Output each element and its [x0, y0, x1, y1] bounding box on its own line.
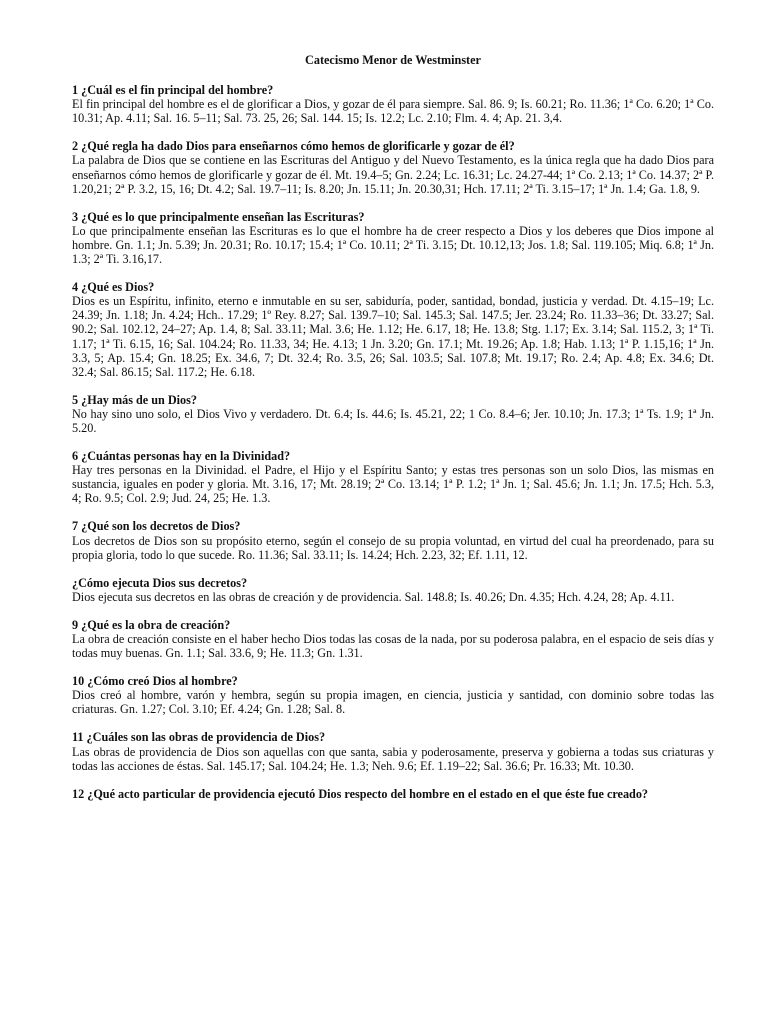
- qa-item-12: [72, 787, 714, 801]
- question-text: 9 ¿Qué es la obra de creación?: [72, 617, 231, 632]
- question-text: 3 ¿Qué es lo que principalmente enseñan las Escrituras?: [72, 209, 365, 224]
- qa-item-6: [72, 449, 714, 505]
- answer-text: Los decretos de Dios son su propósito eterno, según el consejo de su propia voluntad, en virtud del cual ha preordenado, para su propia gloria, todo lo que sucede. Ro. 11.36; Sal. 33.11; Is. 14.24; Hch. 2.23, 32; Ef. 1.11, 12.: [72, 533, 714, 562]
- qa-item-11: [72, 730, 714, 772]
- question-text: 10 ¿Cómo creó Dios al hombre?: [72, 674, 238, 689]
- qa-item-3: [72, 210, 714, 266]
- question-text: 2 ¿Qué regla ha dado Dios para enseñarnos cómo hemos de glorificarle y gozar de él?: [72, 139, 515, 154]
- question-text: 11 ¿Cuáles son las obras de providencia de Dios?: [72, 730, 326, 745]
- answer-text: La palabra de Dios que se contiene en las Escrituras del Antiguo y del Nuevo Testamento, es la única regla que ha dado Dios para enseñarnos cómo hemos de glorificarle y gozar de él. Mt. 19.4–5; Gn. 2.24; Lc. 16.31; Lc. 24.27-44; 1ª Co. 2.13; 1ª Co. 14.37; 2ª P. 1.20,21; 2ª P. 3.2, 15, 16; Dt. 4.2; Sal. 19.7–11; Is. 8.20; Jn. 15.11; Jn. 20.30,31; Hch. 17.11; 2ª Ti. 3.15–17; 1ª Jn. 1.4; Ga. 1.8, 9.: [72, 153, 714, 196]
- answer-text: Dios creó al hombre, varón y hembra, según su propia imagen, en ciencia, justicia y santidad, con dominio sobre todas las criaturas. Gn. 1.27; Col. 3.10; Ef. 4.24; Gn. 1.28; Sal. 8.: [72, 688, 714, 717]
- question-text: 12 ¿Qué acto particular de providencia ejecutó Dios respecto del hombre en el estado en el que éste fue creado?: [72, 786, 649, 801]
- qa-item-2: [72, 139, 714, 195]
- document-title: Catecismo Menor de Westminster: [305, 53, 481, 67]
- answer-text: No hay sino uno solo, el Dios Vivo y verdadero. Dt. 6.4; Is. 44.6; Is. 45.21, 22; 1 Co. 8.4–6; Jer. 10.10; Jn. 17.3; 1ª Ts. 1.9; 1ª Jn. 5.20.: [72, 406, 714, 435]
- qa-item-4: [72, 280, 714, 379]
- document-page: [72, 53, 714, 815]
- answer-text: Dios es un Espíritu, infinito, eterno e inmutable en su ser, sabiduría, poder, santidad, bondad, justicia y verdad. Dt. 4.15–19; Lc. 24.39; Jn. 1.18; Jn. 4.24; Hch.. 17.29; 1º Rey. 8.27; Sal. 139.7–10; Sal. 145.3; Sal. 147.5; Jer. 23.24; Ro. 11.33–36; Dt. 33.27; Sal. 90.2; Sal. 102.12, 24–27; Ap. 1.4, 8; Sal. 33.11; Mal. 3.6; He. 1.12; He. 6.17, 18; He. 13.8; Stg. 1.17; Ex. 3.14; Sal. 115.2, 3; 1ª Ti. 1.17; 1ª Ti. 6.15, 16; Sal. 104.24; Ro. 11.33, 34; He. 4.13; 1 Jn. 3.20; Gn. 17.1; Mt. 19.26; Ap. 1.8; Hab. 1.13; 1ª P. 1.15,16; 1ª Jn. 3.3, 5; Ap. 15.4; Gn. 18.25; Ex. 34.6, 7; Dt. 32.4; Ro. 3.5, 26; Sal. 103.5; Sal. 107.8; Mt. 19.17; Ro. 2.4; Ap. 4.8; Ex. 34.6; Dt. 32.4; Sal. 86.15; Sal. 117.2; He. 6.18.: [72, 294, 714, 379]
- qa-item-1: [72, 83, 714, 125]
- question-text: 7 ¿Qué son los decretos de Dios?: [72, 519, 241, 534]
- qa-item-5: [72, 393, 714, 435]
- answer-text: La obra de creación consiste en el haber hecho Dios todas las cosas de la nada, por su poderosa palabra, en el espacio de seis días y todas muy buenas. Gn. 1.1; Sal. 33.6, 9; He. 11.3; Gn. 1.31.: [72, 632, 714, 661]
- question-text: ¿Cómo ejecuta Dios sus decretos?: [72, 575, 248, 590]
- question-text: 5 ¿Hay más de un Dios?: [72, 392, 197, 407]
- qa-item-10: [72, 674, 714, 716]
- qa-item-7: [72, 519, 714, 561]
- answer-text: Lo que principalmente enseñan las Escrituras es lo que el hombre ha de creer respecto a Dios y los deberes que Dios impone al hombre. Gn. 1.1; Jn. 5.39; Jn. 20.31; Ro. 10.17; 15.4; 1ª Co. 10.11; 2ª Ti. 3.15; Dt. 10.12,13; Jos. 1.8; Sal. 119.105; Miq. 6.8; 1ª Jn. 1.3; 2ª Ti. 3.16,17.: [72, 223, 714, 267]
- answer-text: Dios ejecuta sus decretos en las obras de creación y de providencia. Sal. 148.8; Is. 40.26; Dn. 4.35; Hch. 4.24, 28; Ap. 4.11.: [72, 589, 675, 604]
- qa-item-8: [72, 576, 714, 604]
- question-text: 6 ¿Cuántas personas hay en la Divinidad?: [72, 449, 291, 464]
- question-text: 4 ¿Qué es Dios?: [72, 280, 155, 295]
- answer-text: El fin principal del hombre es el de glorificar a Dios, y gozar de él para siempre. Sal. 86. 9; Is. 60.21; Ro. 11.36; 1ª Co. 6.20; 1ª Co. 10.31; Ap. 4.11; Sal. 16. 5–11; Sal. 73. 25, 26; Sal. 144. 15; Is. 12.2; Lc. 2.10; Flm. 4. 4; Ap. 21. 3,4.: [72, 97, 714, 126]
- answer-text: Las obras de providencia de Dios son aquellas con que santa, sabia y poderosamente, preserva y gobierna a todas sus criaturas y todas las acciones de éstas. Sal. 145.17; Sal. 104.24; He. 1.3; Neh. 9.6; Ef. 1.19–22; Sal. 36.6; Pr. 16.33; Mt. 10.30.: [72, 744, 714, 773]
- question-text: 1 ¿Cuál es el fin principal del hombre?: [72, 83, 274, 98]
- qa-item-9: [72, 618, 714, 660]
- answer-text: Hay tres personas en la Divinidad. el Padre, el Hijo y el Espíritu Santo; y estas tres personas son un solo Dios, las mismas en sustancia, iguales en poder y gloria. Mt. 3.16, 17; Mt. 28.19; 2ª Co. 13.14; 1ª P. 1.2; 1ª Jn. 1; Sal. 45.6; Jn. 1.1; Jn. 17.5; Hch. 5.3, 4; Ro. 9.5; Col. 2.9; Jud. 24, 25; He. 1.3.: [72, 463, 714, 506]
